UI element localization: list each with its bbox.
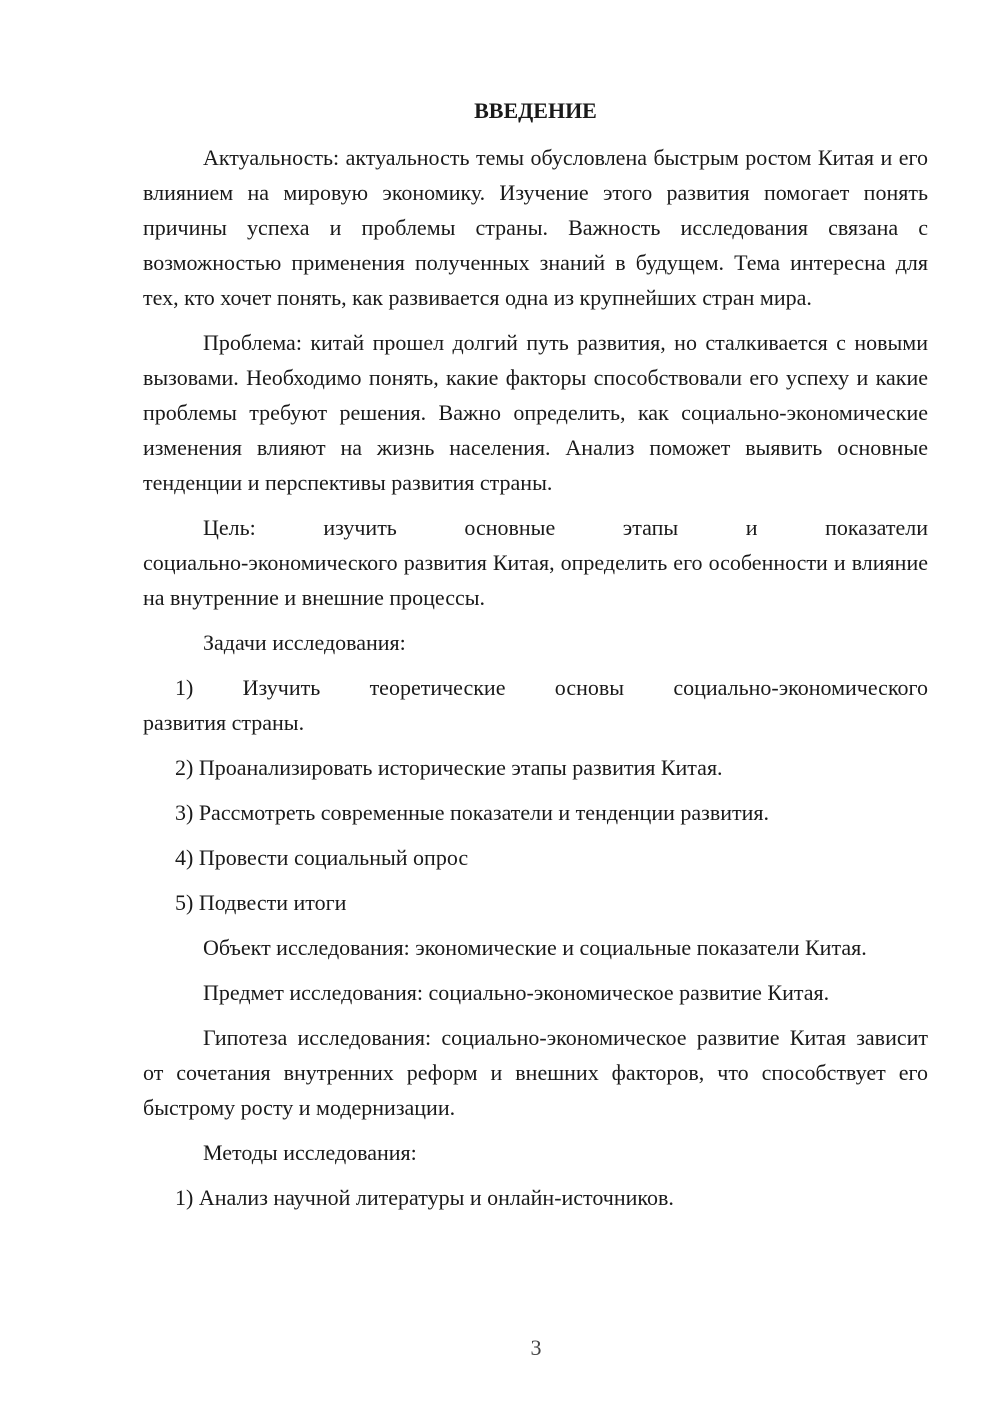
task-item-5: 5) Подвести итоги [175, 890, 347, 915]
paragraph-subject: Предмет исследования: социально-экономическое развитие Китая. [203, 980, 830, 1005]
paragraph-object: Объект исследования: экономические и социальные показатели Китая. [203, 935, 867, 960]
paragraph-hypothesis: Гипотеза исследования: социально-экономическое развитие Китая зависит от сочетания внутренних реформ и внешних факторов, что способствует его быстрому росту и модернизации. [143, 1025, 928, 1120]
tasks-heading: Задачи исследования: [203, 630, 406, 655]
task-1-first-line: 1) Изучить теоретические основы социально-экономического [175, 675, 928, 700]
task-item-3: 3) Рассмотреть современные показатели и тенденции развития. [175, 800, 769, 825]
task-item-4: 4) Провести социальный опрос [175, 845, 469, 870]
task-1-rest: развития страны. [143, 710, 305, 735]
paragraph-relevance: Актуальность: актуальность темы обусловлена быстрым ростом Китая и его влиянием на мировую экономику. Изучение этого развития помогает понять причины успеха и проблемы страны. Важность исследования связана с возможностью применения полученных знаний в будущем. Тема интересна для тех, кто хочет понять, как развивается одна из крупнейших стран мира. [143, 145, 928, 310]
page-number [0, 1333, 1000, 1363]
goal-rest: социально-экономического развития Китая, определить его особенности и влияние на внутренние и внешние процессы. [143, 550, 928, 610]
goal-first-line: Цель: изучить основные этапы и показатели [203, 515, 928, 540]
page-title: ВВЕДЕНИЕ [474, 98, 597, 123]
task-item-1 [143, 670, 928, 740]
paragraph-problem: Проблема: китай прошел долгий путь развития, но сталкивается с новыми вызовами. Необходимо понять, какие факторы способствовали его успеху и какие проблемы требуют решения. Важно определить, как социально-экономические изменения влияют на жизнь населения. Анализ поможет выявить основные тенденции и перспективы развития страны. [143, 330, 928, 495]
paragraph-goal [143, 510, 928, 615]
page-number-text: 3 [530, 1335, 542, 1360]
task-item-2: 2) Проанализировать исторические этапы развития Китая. [175, 755, 723, 780]
page-content [143, 93, 928, 1225]
methods-heading: Методы исследования: [203, 1140, 417, 1165]
method-item-1: 1) Анализ научной литературы и онлайн-источников. [175, 1185, 674, 1210]
